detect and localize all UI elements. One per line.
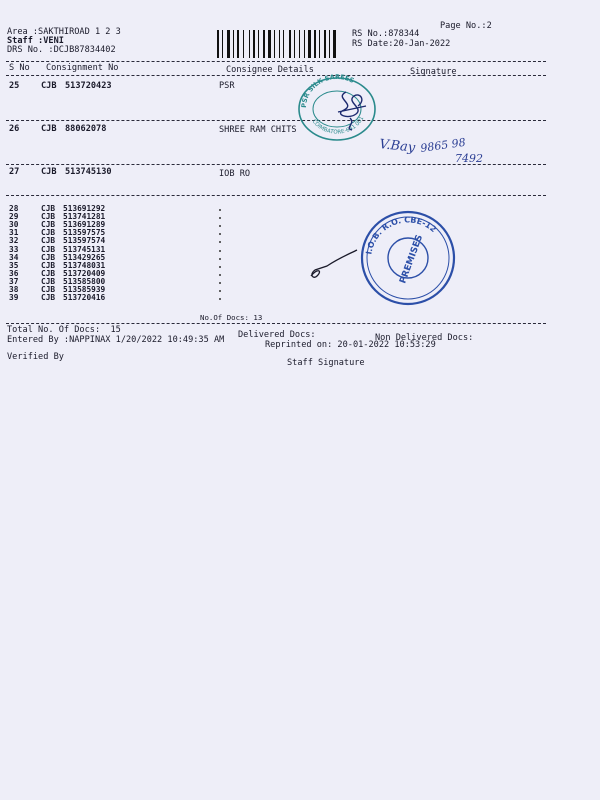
row-consignment: 513741281 [63,212,106,222]
row-prefix: CJB [41,236,56,246]
divider [6,195,546,196]
row-prefix: CJB [41,293,56,303]
row-consignment: 513691292 [63,204,106,213]
svg-text:7492: 7492 [455,152,483,165]
divider [6,61,546,62]
barcode-bar [319,30,320,58]
entered-by: Entered By :NAPPINAX 1/20/2022 10:49:35 AM [7,335,225,345]
barcode-bar [314,30,316,58]
psr-signature [326,84,376,134]
row-consignment: 513720423 [65,81,112,91]
row-consignment: 513429265 [63,252,106,262]
row-sno: 27 [9,167,20,177]
svg-text:9865 98: 9865 98 [419,135,467,155]
row-consignee: IOB RO [219,169,251,179]
row-prefix: CJB [41,204,56,213]
consignee-dot [219,266,221,268]
svg-text:PSR SILK SAREES: PSR SILK SAREES [299,72,356,109]
consignee-dot [219,241,221,243]
verified-by: Verified By [7,352,64,362]
row-consignment: 513748031 [63,260,106,270]
consignee-dot [219,233,221,235]
staff-label: Staff :VENI [7,36,64,46]
divider [6,323,546,324]
row-prefix: CJB [41,276,56,286]
column-consignee: Consignee Details [226,65,314,75]
row-consignment: 513691289 [63,220,106,230]
row-sno: 29 [9,212,19,222]
area-label: Area :SAKTHIROAD 1 2 3 [7,27,121,37]
barcode-bar [227,30,230,58]
consignee-dot [219,274,221,276]
barcode-bar [253,30,255,58]
row-prefix: CJB [41,212,56,222]
consignee-dot [219,225,221,227]
reprinted-on: Reprinted on: 20-01-2022 10:53:29 [265,340,436,350]
barcode-bar [294,30,295,58]
row-sno: 33 [9,244,19,254]
svg-text:I.O.B. R.O. CBE-12: I.O.B. R.O. CBE-12 [364,215,439,256]
handwritten-note [375,126,505,168]
row-sno: 39 [9,293,19,303]
row-prefix: CJB [41,285,56,294]
barcode-bar [304,30,305,58]
consignee-dot [219,298,221,300]
barcode-bar [249,30,250,58]
row-sno: 36 [9,268,19,278]
barcode-bar [243,30,244,58]
consignee-dot [219,217,221,219]
rs-date: RS Date:20-Jan-2022 [352,39,451,49]
group-doc-count: No.Of Docs: 13 [200,313,263,322]
delivered-docs: Delivered Docs: [238,330,316,340]
receiver-signature [303,246,363,286]
row-consignee: PSR [219,81,235,91]
consignee-dot [219,290,221,292]
row-prefix: CJB [41,124,57,134]
consignee-dot [219,258,221,260]
barcode-bar [333,30,336,58]
svg-text:V.Bay: V.Bay [378,137,416,156]
svg-text:COIMBATORE-641 001: COIMBATORE-641 001 [310,115,366,136]
divider [6,75,546,76]
barcode-bar [329,30,330,58]
drs-number: DRS No. :DCJB87834402 [7,45,116,55]
row-sno: 34 [9,252,19,262]
rs-number: RS No.:878344 [352,29,420,39]
column-sno: S No [9,63,30,73]
barcode-bar [268,30,271,58]
column-consignment: Consignment No [46,63,119,73]
row-sno: 30 [9,220,19,230]
row-prefix: CJB [41,244,56,254]
row-consignment: 88062078 [65,124,107,134]
row-sno: 28 [9,204,19,213]
svg-text:PREMISES: PREMISES [398,233,426,286]
divider [6,120,546,121]
column-signature: Signature [410,67,457,77]
row-prefix: CJB [41,228,56,238]
row-sno: 25 [9,81,20,91]
non-delivered-docs: Non Delivered Docs: [375,333,474,343]
row-consignment: 513597574 [63,236,106,246]
consignee-dot [219,250,221,252]
row-sno: 32 [9,236,19,246]
barcode-bar [274,30,275,58]
barcode-bar [289,30,291,58]
row-sno: 26 [9,124,20,134]
barcode-bar [237,30,239,58]
row-consignment: 513745130 [65,167,112,177]
row-consignee: SHREE RAM CHITS [219,125,297,135]
staff-signature: Staff Signature [287,358,365,368]
barcode-bar [308,30,311,58]
consignee-dot [219,209,221,211]
page-number: Page No.:2 [440,21,492,31]
consignee-dot [219,282,221,284]
row-sno: 37 [9,276,19,286]
row-consignment: 513745131 [63,244,106,254]
row-prefix: CJB [41,260,56,270]
row-sno: 35 [9,260,19,270]
row-consignment: 513585939 [63,285,106,294]
barcode-image [217,30,339,58]
row-consignment: 513720416 [63,293,106,303]
barcode-bar [299,30,300,58]
barcode-bar [233,30,234,58]
barcode-bar [258,30,259,58]
barcode-bar [263,30,265,58]
barcode-bar [324,30,326,58]
row-prefix: CJB [41,252,56,262]
barcode-bar [283,30,284,58]
row-prefix: CJB [41,268,56,278]
total-docs: Total No. Of Docs: 15 [7,325,121,335]
row-prefix: CJB [41,220,56,230]
row-sno: 38 [9,285,19,294]
row-consignment: 513720409 [63,268,106,278]
barcode-bar [217,30,219,58]
row-consignment: 513585800 [63,276,106,286]
barcode-bar [279,30,280,58]
row-prefix: CJB [41,167,57,177]
iob-premises-stamp [358,208,458,308]
row-prefix: CJB [41,81,57,91]
barcode-bar [222,30,223,58]
row-consignment: 513597575 [63,228,106,238]
row-sno: 31 [9,228,19,238]
